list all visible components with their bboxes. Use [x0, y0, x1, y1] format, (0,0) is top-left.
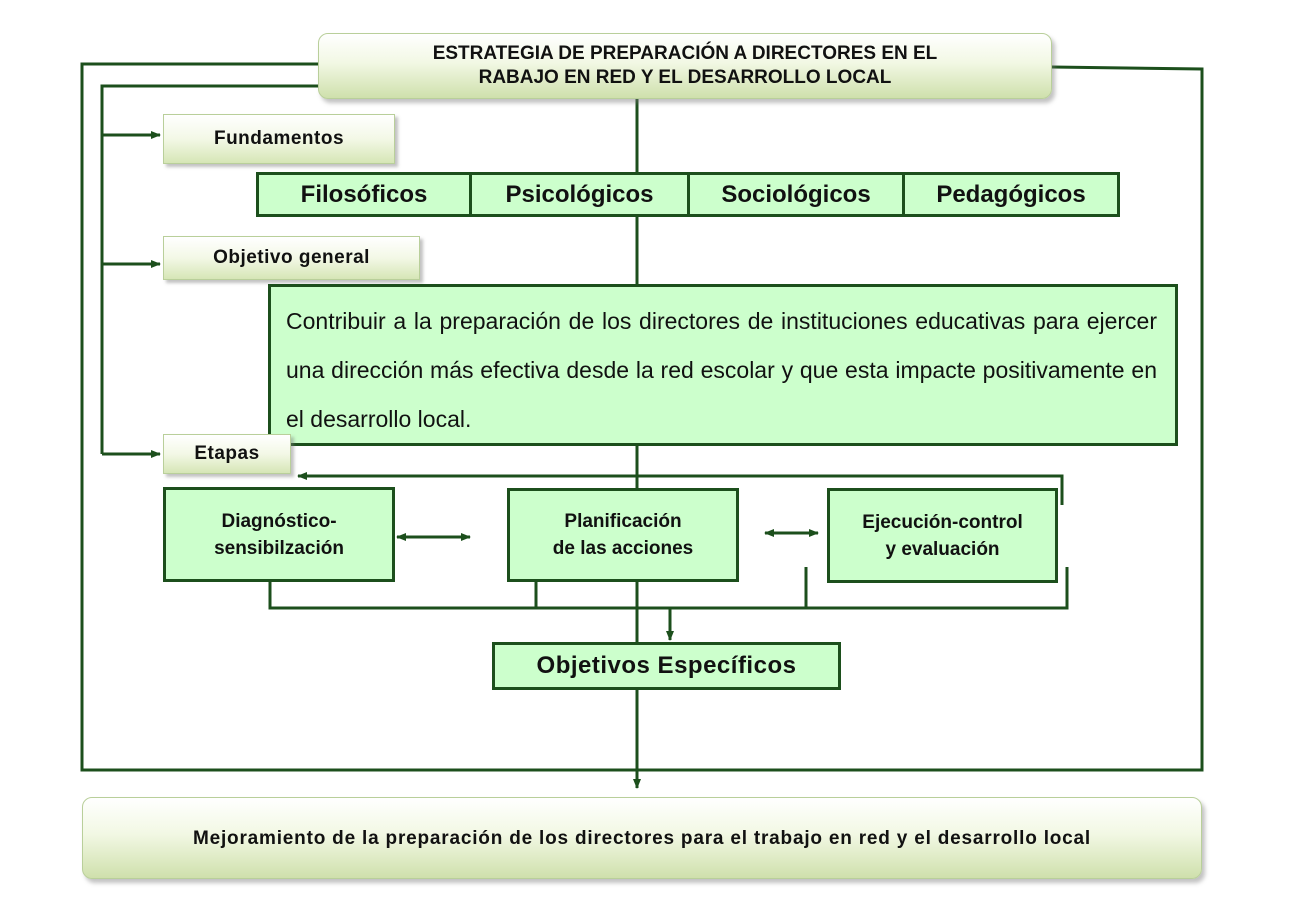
objetivo-general-label: Objetivo general: [163, 236, 420, 280]
objetivos-especificos: Objetivos Específicos: [492, 642, 841, 690]
objetivo-general-text: Contribuir a la preparación de los directores de instituciones educativas para ejercer una dirección más efectiva desde la red escolar y que esta impacte positivamente en el desarrollo local.: [268, 284, 1178, 446]
fundamento-sociologicos: Sociológicos: [690, 175, 905, 214]
stage-diagnostico: [163, 487, 395, 582]
fundamentos-row: [256, 172, 1120, 217]
stage-planificacion: [507, 488, 739, 582]
stage-planificacion-line-2: de las acciones: [552, 538, 694, 559]
title-line-1: ESTRATEGIA DE PREPARACIÓN A DIRECTORES EN EL: [432, 43, 938, 64]
stage-ejecucion-line-2: y evaluación: [885, 538, 1000, 560]
stage-ejecucion-line-1: Ejecución-control: [862, 511, 1023, 533]
stage-diagnostico-line-1: Diagnóstico-: [221, 510, 337, 532]
result-box: Mejoramiento de la preparación de los directores para el trabajo en red y el desarrollo local: [82, 797, 1202, 879]
title-line-2: RABAJO EN RED Y EL DESARROLLO LOCAL: [478, 67, 892, 88]
stage-ejecucion: [827, 488, 1058, 583]
fundamento-pedagogicos: Pedagógicos: [936, 180, 1086, 208]
stage-diagnostico-line-2: sensibilzación: [214, 537, 344, 559]
etapas-label: Etapas: [163, 434, 291, 474]
stage-planificacion-line-1: Planificación: [564, 511, 682, 532]
strategy-title: [318, 33, 1052, 99]
fundamento-filosoficos: Filosóficos: [259, 175, 472, 214]
fundamento-psicologicos: Psicológicos: [472, 175, 690, 214]
fundamentos-label: Fundamentos: [163, 114, 395, 164]
